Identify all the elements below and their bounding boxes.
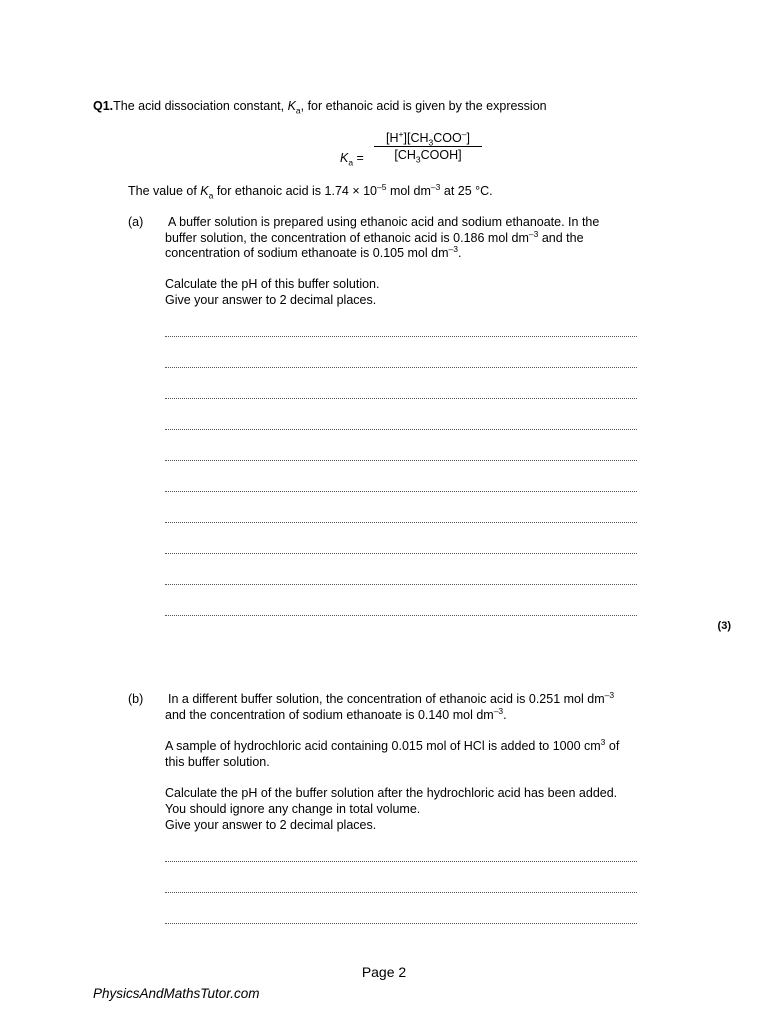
site-footer: PhysicsAndMathsTutor.com [93,986,260,1001]
part-a-instruction-2: Give your answer to 2 decimal places. [165,293,377,307]
answer-line[interactable] [165,614,637,616]
answer-line[interactable] [165,583,637,585]
answer-line[interactable] [165,860,637,862]
answer-line[interactable] [165,459,637,461]
part-a-text-1: A buffer solution is prepared using ethanoic acid and sodium ethanoate. In the [168,215,600,229]
answer-line[interactable] [165,366,637,368]
answer-line[interactable] [165,521,637,523]
part-a-text-3: concentration of sodium ethanoate is 0.105 mol $dm^{-3}$. [165,243,462,260]
ka-value-line: The value of $K_a$ for ethanoic acid is $1.74 \times 10^{-5}$ mol $dm^{-3}$ at 25 °C. [128,181,493,201]
part-b-label: (b) [128,692,144,706]
answer-line[interactable] [165,922,637,924]
answer-line[interactable] [165,891,637,893]
part-b-instruction-3: Give your answer to 2 decimal places. [165,818,377,832]
question-intro: Q1.The acid dissociation constant, $K_a$, for ethanoic acid is given by the expression [93,99,547,116]
ka-expression-label: $K_a$ = [340,151,364,168]
answer-line[interactable] [165,490,637,492]
ka-fraction [374,128,482,165]
answer-line[interactable] [165,552,637,554]
part-a-label: (a) [128,215,144,229]
part-a-text-2: buffer solution, the concentration of ethanoic acid is 0.186 mol $dm^{-3}$ and the [165,228,584,245]
answer-line[interactable] [165,335,637,337]
fraction-denominator: $[CH_3COOH]$ [394,148,462,165]
fraction-numerator: $[H^+][CH_3COO^-]$ [386,128,470,148]
page-number: Page 2 [361,964,407,980]
answer-line[interactable] [165,428,637,430]
part-a-instruction-1: Calculate the pH of this buffer solution. [165,277,380,291]
part-b-text-1: In a different buffer solution, the concentration of ethanoic acid is 0.251 mol $dm^{-3}$ [168,689,615,706]
part-b-instruction-1: Calculate the pH of the buffer solution after the hydrochloric acid has been added. [165,786,618,800]
part-b-text-4: this buffer solution. [165,755,270,769]
answer-line[interactable] [165,397,637,399]
part-a-marks: (3) [717,620,731,632]
question-number: Q1. [93,99,114,113]
part-b-text-2: and the concentration of sodium ethanoate is 0.140 mol $dm^{-3}$. [165,705,507,722]
part-b-instruction-2: You should ignore any change in total volume. [165,802,421,816]
part-b-text-3: A sample of hydrochloric acid containing 0.015 mol of HCl is added to 1000 $cm^3$ of [165,736,620,753]
